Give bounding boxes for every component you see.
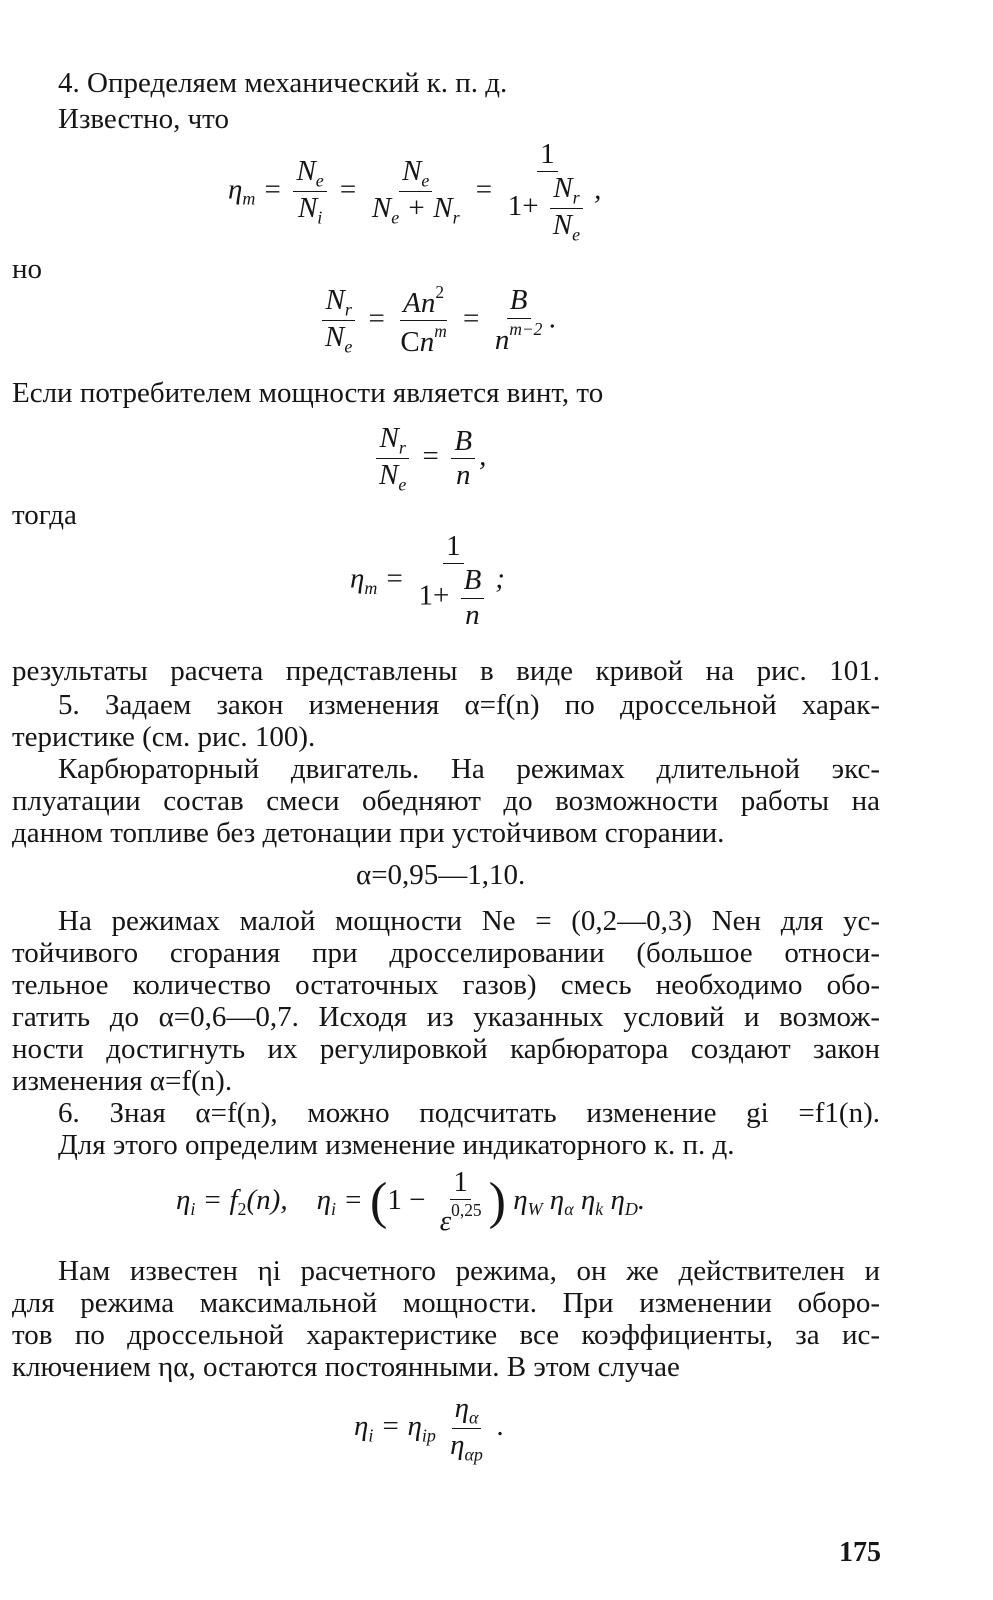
- text-togda: тогда: [12, 499, 77, 531]
- para-low-power-line-2: тойчивого сгорания при дросселировании (большое относи-: [12, 937, 880, 969]
- item-6-line-2: Для этого определим изменение индикаторного к. п. д.: [58, 1129, 735, 1161]
- para-carb-line-3: данном топливе без детонации при устойчивом сгорании.: [12, 817, 725, 849]
- item-6-line-1: 6. Зная α=f(n), можно подсчитать изменение gi =f1(n).: [58, 1097, 880, 1129]
- para-low-power-line-5: ности достигнуть их регулировкой карбюратора создают закон: [12, 1033, 880, 1065]
- para-low-power-line-6: изменения α=f(n).: [12, 1065, 233, 1097]
- text-no: но: [12, 253, 43, 285]
- para-known-line-1: Нам известен ηi расчетного режима, он же действителен и: [58, 1255, 880, 1287]
- para-known-line-2: для режима максимальной мощности. При изменении оборо-: [12, 1287, 880, 1319]
- para-carb-line-1: Карбюраторный двигатель. На режимах длительной экс-: [58, 753, 880, 785]
- para-low-power-line-3: тельное количество остаточных газов) смесь необходимо обо-: [12, 969, 880, 1001]
- equation-propeller-ratio: $\frac{N_r}{N_e}$ = $\frac{B}{n}$ ,: [372, 422, 486, 495]
- equation-mech-efficiency: $\eta_m$ = $\frac{N_e}{N_i}$ = $\frac{N_e}{N_e + N_r}$ = 1 1+ $\frac{N_r}{N_e}$ ,: [228, 138, 602, 245]
- para-known-line-3: тов по дроссельной характеристике все коэффициенты, за ис-: [12, 1319, 880, 1351]
- para-low-power-line-1: На режимах малой мощности Ne = (0,2—0,3) Neн для ус-: [58, 905, 880, 937]
- equation-indicated-efficiency: $\eta_i = f_2(n)$, $\eta_i = (1$ − $\frac{1}{\varepsilon^{0,25}}$ ) $\eta_W$ $\eta_\alpha$ $\eta_k$ $\eta_D$.: [176, 1166, 646, 1238]
- equation-indicated-efficiency-ratio: $\eta_i = \eta_{ip}$ $\frac{\eta_\alpha}{\eta_{\alpha p}}$ .: [354, 1392, 505, 1465]
- equation-power-ratio: $\frac{N_r}{N_e}$ = $\frac{An^2}{Cn^m}$ = $\frac{B}{n^{m-2}}$ .: [318, 282, 557, 360]
- item-4-heading: 4. Определяем механический к. п. д.: [58, 67, 508, 99]
- page-number: 175: [839, 1537, 881, 1568]
- text-izvestno: Известно, что: [58, 103, 229, 135]
- equation-alpha-range: α=0,95—1,10.: [356, 859, 526, 891]
- equation-mech-efficiency-propeller: $\eta_m$ = 1 1+ $\frac{B}{n}$ ;: [350, 530, 505, 631]
- para-carb-line-2: плуатации состав смеси обедняют до возможности работы на: [12, 785, 880, 817]
- item-5-line-1: 5. Задаем закон изменения α=f(n) по дроссельной харак-: [58, 689, 880, 721]
- text-results: результаты расчета представлены в виде кривой на рис. 101.: [12, 655, 880, 687]
- para-known-line-4: ключением ηα, остаются постоянными. В этом случае: [12, 1351, 680, 1383]
- text-esli-vint: Если потребителем мощности является винт, то: [12, 377, 604, 409]
- item-5-line-2: теристике (см. рис. 100).: [12, 721, 316, 753]
- para-low-power-line-4: гатить до α=0,6—0,7. Исходя из указанных условий и возмож-: [12, 1001, 880, 1033]
